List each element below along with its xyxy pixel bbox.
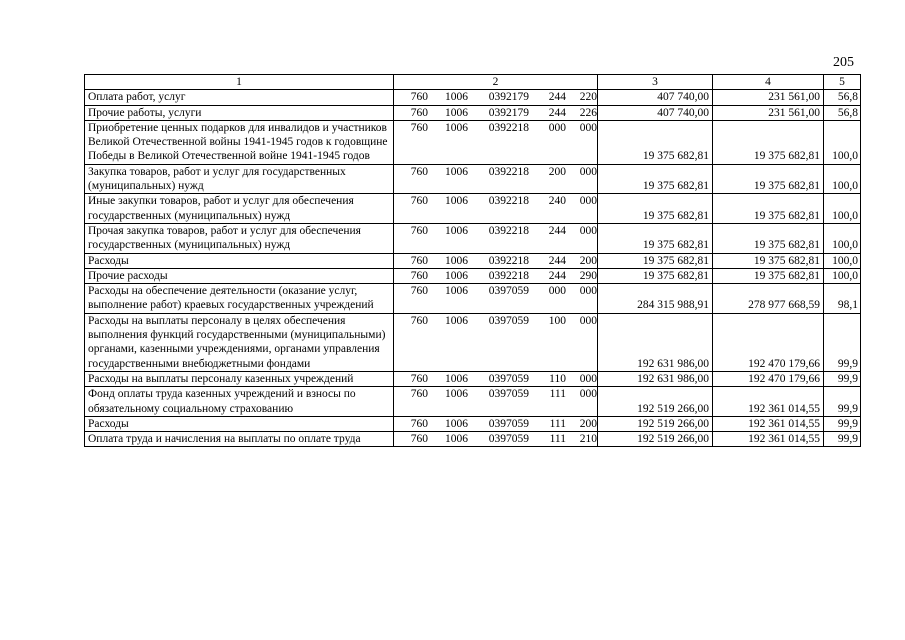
row-percent: 99,9 (824, 432, 861, 447)
row-codes (394, 313, 598, 371)
row-codes (394, 194, 598, 224)
row-actual: 231 561,00 (713, 105, 824, 120)
row-name: Прочие работы, услуги (85, 105, 394, 120)
code-part: 0392179 (488, 91, 529, 104)
row-percent: 100,0 (824, 120, 861, 164)
row-codes (394, 284, 598, 314)
code-group (394, 90, 597, 104)
table-row (85, 253, 861, 268)
code-part: 760 (410, 269, 428, 282)
table-body (85, 90, 861, 447)
row-plan: 192 519 266,00 (598, 416, 713, 431)
code-part: 210 (579, 433, 597, 446)
code-part: 1006 (445, 372, 468, 385)
row-name: Приобретение ценных подарков для инвалидов и участников Великой Отечественной войны 1941-1945 годов к годовщине Победы в Великой Отечественной войне 1941-1945 годов (85, 120, 394, 164)
code-part: 1006 (445, 106, 468, 119)
code-part: 000 (548, 285, 566, 298)
row-percent: 99,9 (824, 371, 861, 386)
row-percent: 100,0 (824, 194, 861, 224)
code-group (394, 372, 597, 386)
row-codes (394, 105, 598, 120)
code-group (394, 121, 597, 135)
row-plan: 19 375 682,81 (598, 253, 713, 268)
table-row (85, 416, 861, 431)
row-name: Расходы на выплаты персоналу в целях обеспечения выполнения функций государственными (муниципальными) органами, казенными учреждениями, органами управления государственными внебюджетными фондами (85, 313, 394, 371)
code-part: 0392218 (488, 195, 529, 208)
code-part: 000 (579, 195, 597, 208)
code-part: 111 (549, 417, 566, 430)
row-name: Иные закупки товаров, работ и услуг для обеспечения государственных (муниципальных) нужд (85, 194, 394, 224)
code-part: 0397059 (488, 314, 529, 327)
row-plan: 19 375 682,81 (598, 223, 713, 253)
code-group (394, 387, 597, 401)
table-row (85, 120, 861, 164)
code-group (394, 106, 597, 120)
code-part: 000 (579, 121, 597, 134)
row-percent: 100,0 (824, 253, 861, 268)
code-part: 100 (548, 314, 566, 327)
row-percent: 99,9 (824, 313, 861, 371)
code-part: 1006 (445, 314, 468, 327)
row-plan: 19 375 682,81 (598, 120, 713, 164)
row-codes (394, 416, 598, 431)
code-part: 200 (548, 165, 566, 178)
row-codes (394, 432, 598, 447)
code-part: 244 (548, 224, 566, 237)
row-percent: 99,9 (824, 387, 861, 417)
row-percent: 56,8 (824, 105, 861, 120)
row-codes (394, 223, 598, 253)
row-actual: 278 977 668,59 (713, 284, 824, 314)
code-group (394, 432, 597, 446)
code-part: 290 (579, 269, 597, 282)
row-name: Расходы (85, 416, 394, 431)
row-plan: 19 375 682,81 (598, 268, 713, 283)
row-actual: 19 375 682,81 (713, 223, 824, 253)
code-part: 244 (548, 254, 566, 267)
code-part: 760 (410, 91, 428, 104)
row-actual: 192 470 179,66 (713, 371, 824, 386)
code-part: 0397059 (488, 388, 529, 401)
row-name: Оплата труда и начисления на выплаты по оплате труда (85, 432, 394, 447)
table-row (85, 164, 861, 194)
row-percent: 100,0 (824, 164, 861, 194)
row-percent: 98,1 (824, 284, 861, 314)
row-percent: 100,0 (824, 223, 861, 253)
code-part: 244 (548, 91, 566, 104)
row-name: Расходы на обеспечение деятельности (оказание услуг, выполнение работ) краевых государственных учреждений (85, 284, 394, 314)
code-part: 1006 (445, 195, 468, 208)
row-plan: 192 631 986,00 (598, 371, 713, 386)
table-row (85, 387, 861, 417)
row-plan: 192 631 986,00 (598, 313, 713, 371)
code-part: 000 (579, 372, 597, 385)
header-cell-1: 1 (85, 75, 394, 90)
row-percent: 56,8 (824, 90, 861, 105)
code-part: 760 (410, 254, 428, 267)
row-plan: 192 519 266,00 (598, 387, 713, 417)
table-row (85, 90, 861, 105)
code-part: 760 (410, 285, 428, 298)
code-part: 0392218 (488, 165, 529, 178)
row-codes (394, 120, 598, 164)
code-part: 111 (549, 388, 566, 401)
header-cell-4: 4 (713, 75, 824, 90)
row-percent: 100,0 (824, 268, 861, 283)
row-codes (394, 268, 598, 283)
budget-table (84, 74, 861, 447)
code-part: 1006 (445, 433, 468, 446)
table-row (85, 268, 861, 283)
code-part: 760 (410, 433, 428, 446)
header-cell-3: 3 (598, 75, 713, 90)
row-actual: 19 375 682,81 (713, 120, 824, 164)
code-part: 760 (410, 121, 428, 134)
row-actual: 19 375 682,81 (713, 268, 824, 283)
code-part: 1006 (445, 91, 468, 104)
code-part: 200 (579, 417, 597, 430)
row-name: Оплата работ, услуг (85, 90, 394, 105)
code-part: 000 (579, 165, 597, 178)
code-part: 110 (549, 372, 566, 385)
row-name: Закупка товаров, работ и услуг для государственных (муниципальных) нужд (85, 164, 394, 194)
page-number: 205 (833, 55, 854, 70)
code-part: 1006 (445, 224, 468, 237)
code-part: 0392218 (488, 254, 529, 267)
code-part: 000 (579, 285, 597, 298)
table-row (85, 313, 861, 371)
row-plan: 192 519 266,00 (598, 432, 713, 447)
code-part: 1006 (445, 121, 468, 134)
code-part: 244 (548, 269, 566, 282)
code-part: 760 (410, 224, 428, 237)
table-row (85, 284, 861, 314)
header-row (85, 75, 861, 90)
code-part: 1006 (445, 165, 468, 178)
header-cell-5: 5 (824, 75, 861, 90)
code-group (394, 269, 597, 283)
row-name: Расходы на выплаты персоналу казенных учреждений (85, 371, 394, 386)
code-part: 1006 (445, 285, 468, 298)
code-part: 0397059 (488, 433, 529, 446)
table-row (85, 432, 861, 447)
code-part: 226 (579, 106, 597, 119)
row-name: Прочая закупка товаров, работ и услуг для обеспечения государственных (муниципальных) нужд (85, 223, 394, 253)
row-name: Прочие расходы (85, 268, 394, 283)
code-group (394, 194, 597, 208)
code-part: 760 (410, 106, 428, 119)
code-part: 760 (410, 195, 428, 208)
code-part: 244 (548, 106, 566, 119)
code-part: 0392218 (488, 224, 529, 237)
row-codes (394, 387, 598, 417)
row-name: Фонд оплаты труда казенных учреждений и взносы по обязательному социальному страхованию (85, 387, 394, 417)
table-row (85, 194, 861, 224)
code-part: 0397059 (488, 372, 529, 385)
row-actual: 19 375 682,81 (713, 194, 824, 224)
code-part: 000 (579, 314, 597, 327)
row-actual: 192 361 014,55 (713, 387, 824, 417)
code-part: 0392218 (488, 269, 529, 282)
row-actual: 19 375 682,81 (713, 164, 824, 194)
row-actual: 192 361 014,55 (713, 432, 824, 447)
code-part: 0392179 (488, 106, 529, 119)
code-part: 0392218 (488, 121, 529, 134)
row-name: Расходы (85, 253, 394, 268)
code-part: 000 (548, 121, 566, 134)
row-codes (394, 90, 598, 105)
header-cell-2: 2 (394, 75, 598, 90)
row-actual: 231 561,00 (713, 90, 824, 105)
code-part: 760 (410, 417, 428, 430)
code-part: 0397059 (488, 417, 529, 430)
code-group (394, 254, 597, 268)
code-part: 760 (410, 372, 428, 385)
code-group (394, 284, 597, 298)
row-plan: 407 740,00 (598, 105, 713, 120)
code-group (394, 314, 597, 328)
code-part: 000 (579, 388, 597, 401)
code-part: 111 (549, 433, 566, 446)
code-part: 0397059 (488, 285, 529, 298)
code-part: 000 (579, 224, 597, 237)
row-plan: 19 375 682,81 (598, 164, 713, 194)
code-part: 1006 (445, 388, 468, 401)
row-codes (394, 371, 598, 386)
code-part: 200 (579, 254, 597, 267)
row-codes (394, 164, 598, 194)
row-plan: 407 740,00 (598, 90, 713, 105)
table-row (85, 371, 861, 386)
row-actual: 192 470 179,66 (713, 313, 824, 371)
code-group (394, 224, 597, 238)
code-part: 1006 (445, 254, 468, 267)
code-part: 760 (410, 165, 428, 178)
row-plan: 19 375 682,81 (598, 194, 713, 224)
row-actual: 19 375 682,81 (713, 253, 824, 268)
code-group (394, 417, 597, 431)
code-part: 1006 (445, 269, 468, 282)
code-group (394, 165, 597, 179)
code-part: 1006 (445, 417, 468, 430)
table-row (85, 105, 861, 120)
code-part: 760 (410, 388, 428, 401)
code-part: 220 (579, 91, 597, 104)
code-part: 760 (410, 314, 428, 327)
row-codes (394, 253, 598, 268)
table-row (85, 223, 861, 253)
row-plan: 284 315 988,91 (598, 284, 713, 314)
row-actual: 192 361 014,55 (713, 416, 824, 431)
code-part: 240 (548, 195, 566, 208)
row-percent: 99,9 (824, 416, 861, 431)
